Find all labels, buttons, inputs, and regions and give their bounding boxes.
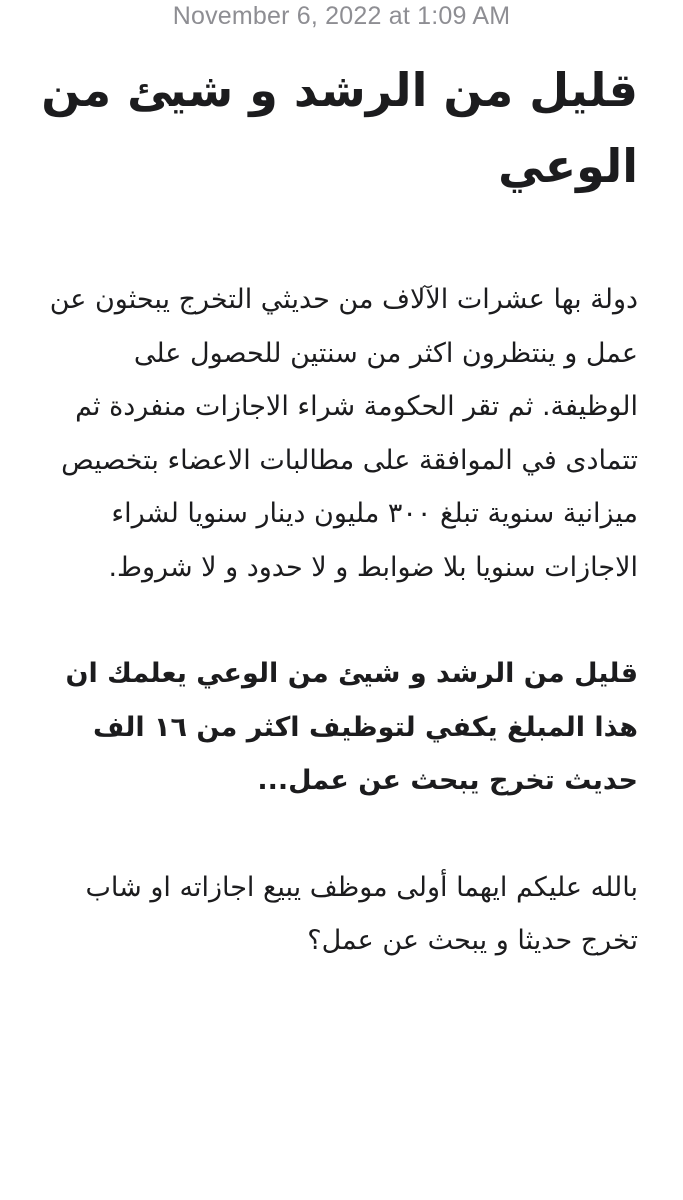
note-timestamp: November 6, 2022 at 1:09 AM <box>172 2 511 30</box>
note-paragraph-1: دولة بها عشرات الآلاف من حديثي التخرج يبحثون عن عمل و ينتظرون اكثر من سنتين للحصول على الوظيفة. ثم تقر الحكومة شراء الاجازات منفردة ثم تتمادى في الموافقة على مطالبات الاعضاء بتخصيص ميزانية سنوية تبلغ ٣٠٠ مليون دينار سنويا لشراء الاجازات سنويا بلا ضوابط و لا حدود و لا شروط. <box>49 284 638 583</box>
note-title: قليل من الرشد و شيئ من الوعي <box>41 63 638 193</box>
note-paragraph-2-bold: قليل من الرشد و شيئ من الوعي يعلمك ان هذا المبلغ يكفي لتوظيف اكثر من ١٦ الف حديث تخرج يبحث عن عمل... <box>65 658 638 796</box>
note-body[interactable] <box>40 52 638 968</box>
note-paragraph-3: بالله عليكم ايهما أولى موظف يبيع اجازاته او شاب تخرج حديثا و يبحث عن عمل؟ <box>85 871 638 956</box>
